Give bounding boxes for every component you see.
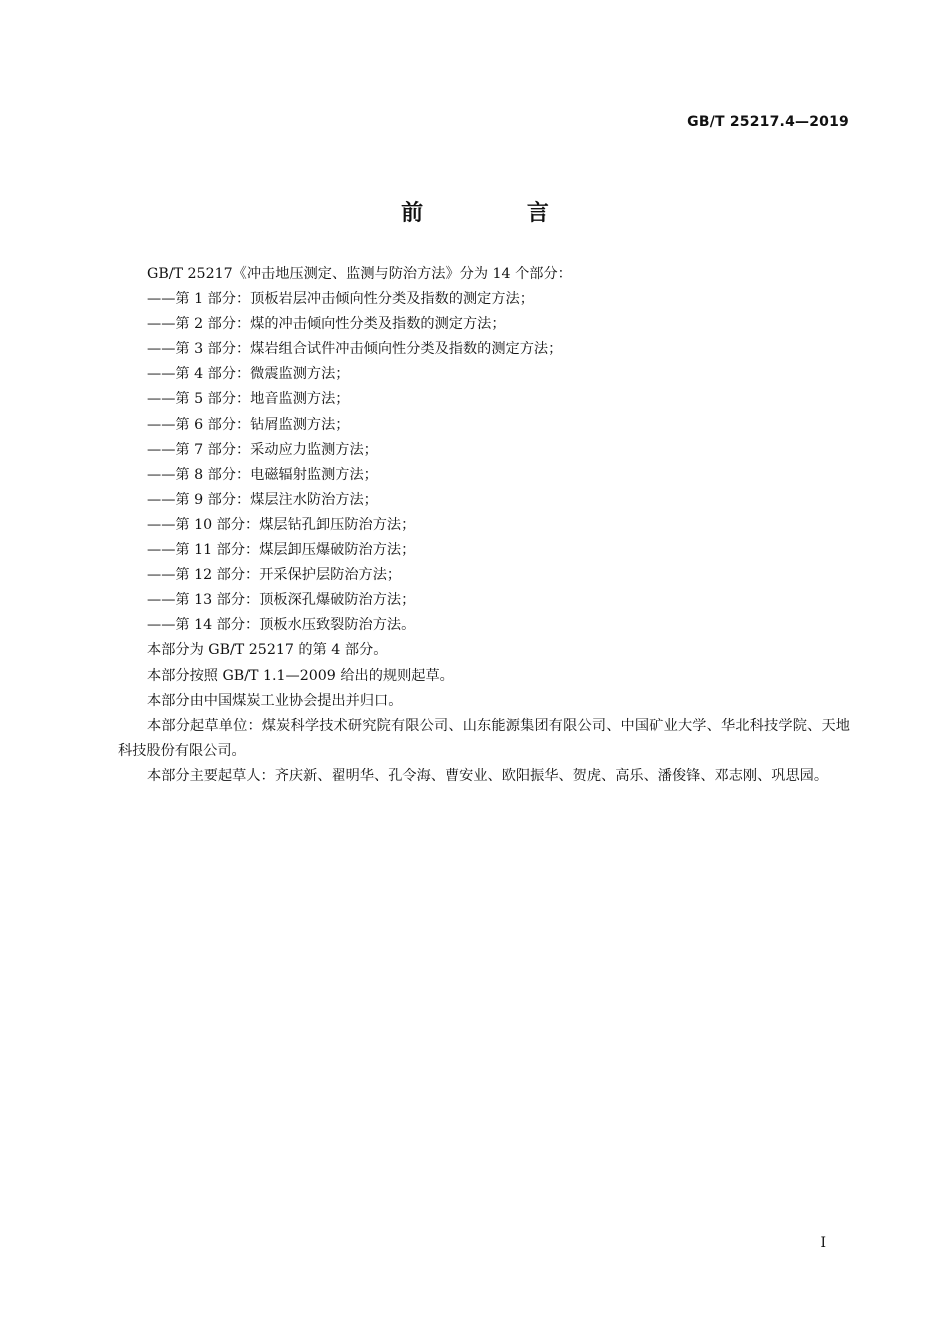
list-item: ——第 5 部分：地音监测方法； (147, 391, 350, 408)
page-title: 前 言 (401, 201, 597, 226)
list-item: ——第 9 部分：煤层注水防治方法； (147, 491, 378, 508)
list-item: ——第 10 部分：煤层钻孔卸压防治方法； (147, 516, 416, 533)
paragraph-intro: GB/T 25217《冲击地压测定、监测与防治方法》分为 14 个部分： (147, 266, 572, 282)
paragraph-drafting-rules: 本部分按照 GB/T 1.1—2009 给出的规则起草。 (147, 667, 454, 684)
list-item: ——第 12 部分：开采保护层防治方法； (147, 567, 402, 584)
list-item: ——第 7 部分：采动应力监测方法； (147, 441, 378, 458)
paragraph-part-statement: 本部分为 GB/T 25217 的第 4 部分。 (147, 642, 388, 659)
page-number: I (820, 1235, 826, 1251)
list-item: ——第 13 部分：顶板深孔爆破防治方法； (147, 592, 416, 609)
list-item: ——第 4 部分：微震监测方法； (147, 366, 350, 383)
paragraph-drafting-units: 本部分起草单位：煤炭科学技术研究院有限公司、山东能源集团有限公司、中国矿业大学、华北科技学院、天地科技股份有限公司。 (118, 717, 850, 759)
standard-code: GB/T 25217.4—2019 (687, 114, 849, 130)
list-item: ——第 2 部分：煤的冲击倾向性分类及指数的测定方法； (147, 316, 506, 333)
list-item: ——第 14 部分：顶板水压致裂防治方法。 (147, 617, 416, 634)
list-item: ——第 8 部分：电磁辐射监测方法； (147, 466, 378, 483)
list-item: ——第 11 部分：煤层卸压爆破防治方法； (147, 542, 416, 559)
list-item: ——第 1 部分：顶板岩层冲击倾向性分类及指数的测定方法； (147, 291, 534, 308)
list-item: ——第 6 部分：钻屑监测方法； (147, 416, 350, 433)
list-item: ——第 3 部分：煤岩组合试件冲击倾向性分类及指数的测定方法； (147, 341, 563, 358)
foreword-body (118, 262, 850, 789)
paragraph-drafters: 本部分主要起草人：齐庆新、翟明华、孔令海、曹安业、欧阳振华、贺虎、高乐、潘俊锋、邓志刚、巩思园。 (147, 767, 829, 784)
paragraph-proposer: 本部分由中国煤炭工业协会提出并归口。 (147, 692, 403, 709)
